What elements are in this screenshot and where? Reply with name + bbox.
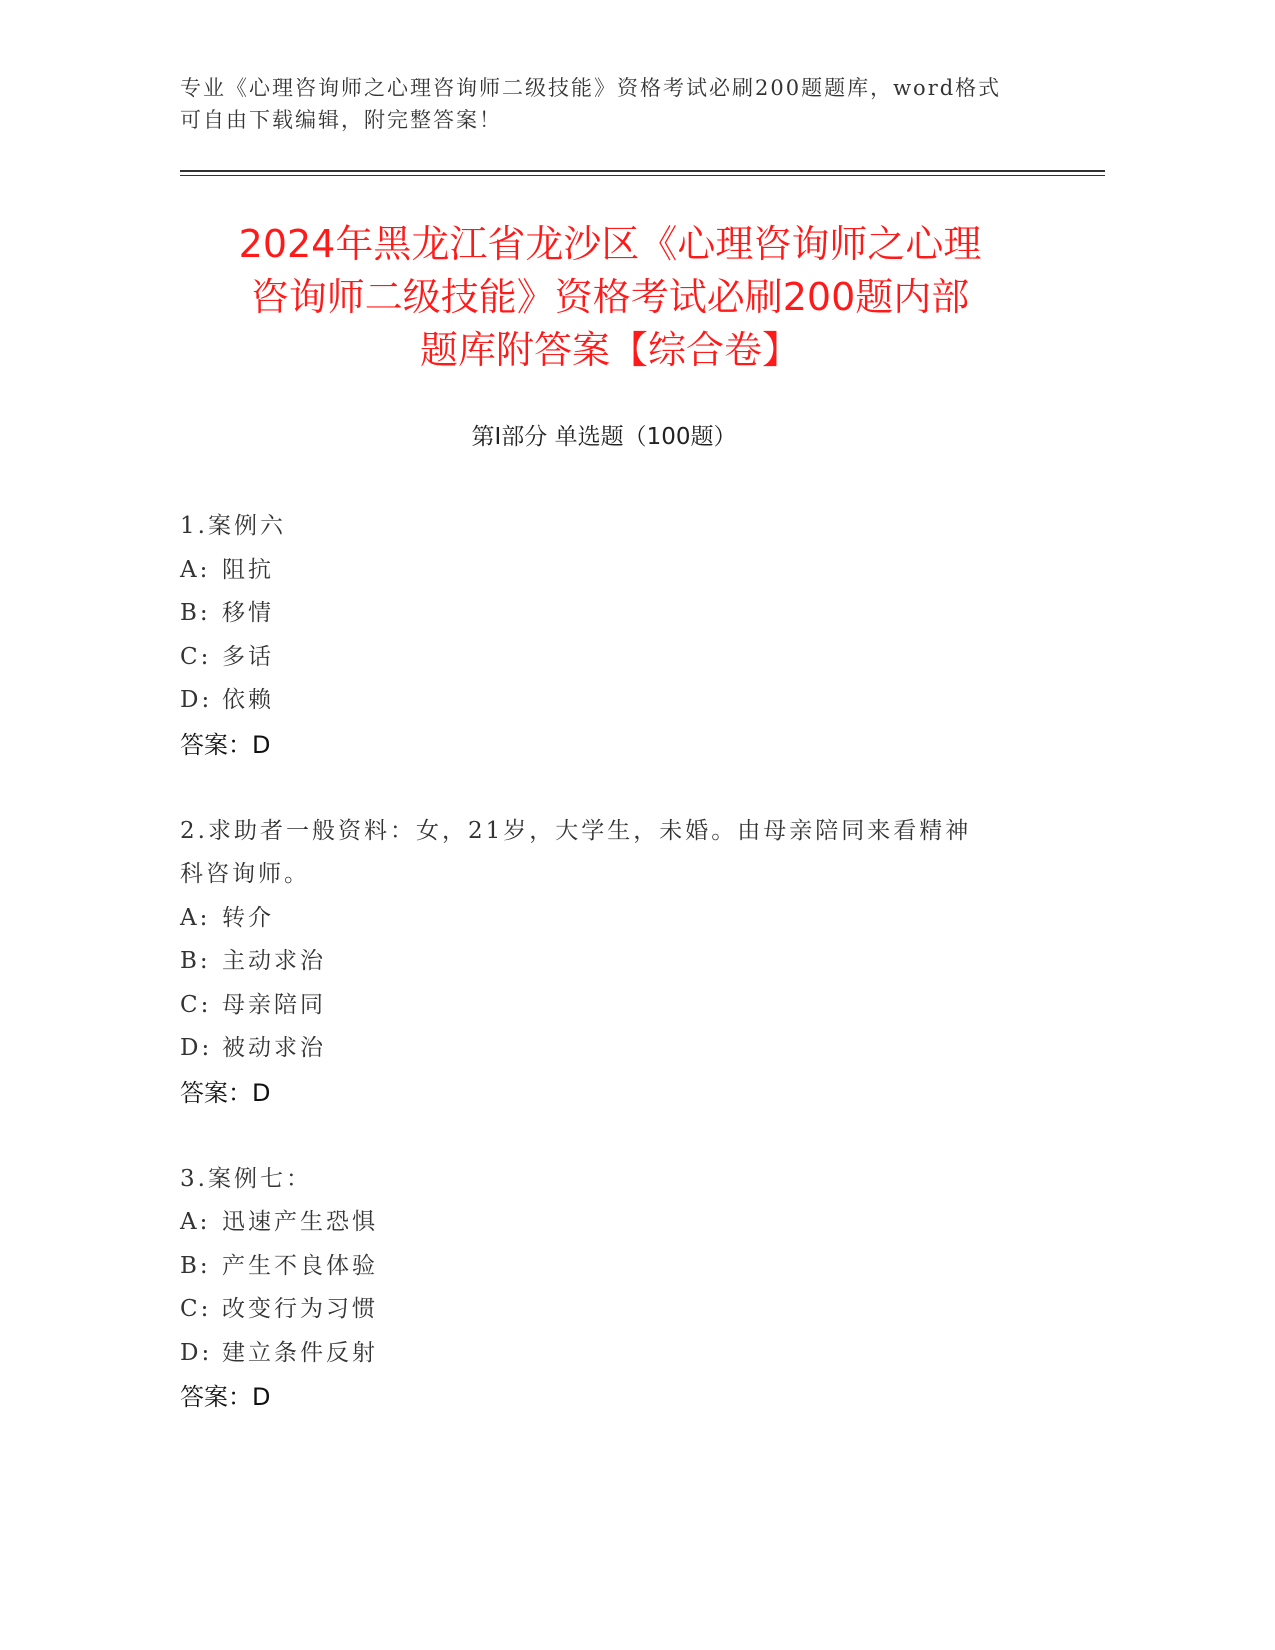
option-letter: C: [180,991,212,1018]
title-line-2: 咨询师二级技能》资格考试必刷200题内部 [250,275,970,319]
option-b [180,1245,1030,1289]
option-c [180,636,1030,680]
option-letter: D: [180,1035,213,1061]
answer-line: 答案：D [180,730,271,759]
option-text: 多话 [222,643,274,670]
title-line-1: 2024年黑龙江省龙沙区《心理咨询师之心理 [238,222,982,266]
question-stem-continued: 科咨询师。 [180,861,310,887]
option-d [180,1332,1030,1376]
answer-line: 答案：D [180,1383,271,1411]
option-letter: A: [180,1209,211,1235]
option-c [180,1288,1030,1332]
option-text: 母亲陪同 [222,991,326,1018]
question-2 [180,810,1030,1115]
answer-line: 答案：D [180,1078,271,1107]
option-letter: C: [180,1296,212,1322]
option-text: 被动求治 [222,1035,326,1061]
question-stem: 3.案例七： [180,1165,312,1192]
document-header [180,72,1040,136]
option-text: 迅速产生恐惧 [222,1209,378,1235]
option-d [180,679,1030,723]
question-list [180,505,1030,1462]
option-d [180,1027,1030,1071]
option-text: 移情 [222,600,274,626]
question-stem: 2.求助者一般资料：女，21岁，大学生，未婚。由母亲陪同来看精神 [180,817,972,844]
option-a [180,1201,1030,1245]
document-title [160,218,1060,377]
option-letter: B: [180,948,211,974]
option-letter: D: [180,1339,213,1366]
option-text: 依赖 [222,687,274,713]
question-3 [180,1158,1030,1420]
option-letter: C: [180,643,212,670]
option-letter: D: [180,687,213,713]
option-letter: B: [180,1252,211,1279]
section-title: 第Ⅰ部分 单选题（100题） [471,424,737,450]
option-a [180,549,1030,593]
option-text: 改变行为习惯 [222,1296,378,1322]
option-text: 建立条件反射 [222,1339,378,1366]
option-c [180,984,1030,1028]
option-b [180,592,1030,636]
option-text: 产生不良体验 [222,1252,378,1279]
header-divider-thin [180,175,1105,176]
header-line-2: 可自由下载编辑，附完整答案！ [180,108,502,132]
title-line-3: 题库附答案【综合卷】 [419,328,800,372]
header-divider-thick [180,170,1105,172]
header-line-1: 专业《心理咨询师之心理咨询师二级技能》资格考试必刷200题题库，word格式 [180,76,1002,100]
question-stem: 1.案例六 [180,513,286,539]
option-text: 主动求治 [222,948,326,974]
question-1 [180,505,1030,767]
option-text: 转介 [222,904,274,931]
option-letter: A: [180,904,211,931]
option-text: 阻抗 [222,556,274,583]
option-letter: B: [180,600,211,626]
option-letter: A: [180,556,211,583]
option-a [180,897,1030,941]
option-b [180,940,1030,984]
